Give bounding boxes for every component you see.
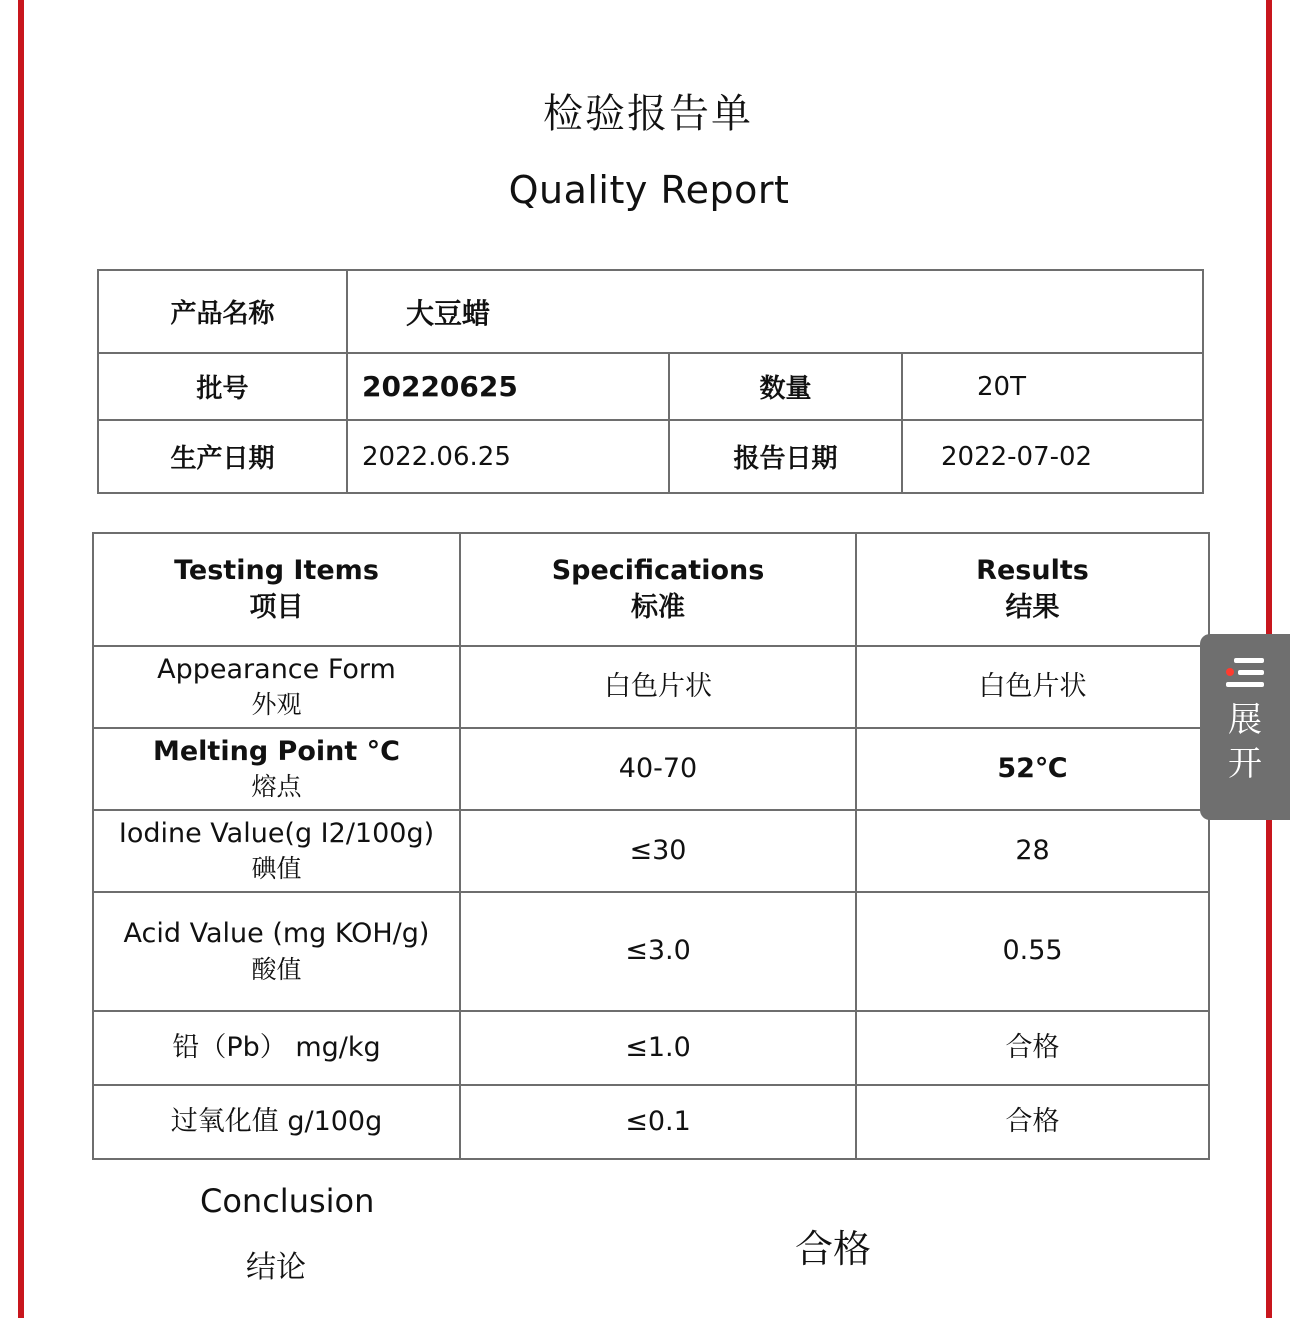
spec-cell: ≤3.0 bbox=[460, 892, 856, 1011]
header-specifications bbox=[460, 533, 856, 646]
header-results-cn: 结果 bbox=[1005, 591, 1060, 623]
item-cell bbox=[93, 646, 460, 728]
item-en: Appearance Form bbox=[157, 653, 396, 685]
item-en: Melting Point °C bbox=[153, 735, 400, 767]
result-cell: 0.55 bbox=[856, 892, 1209, 1011]
item-cell: 过氧化值 g/100g bbox=[93, 1085, 460, 1159]
conclusion-label-en: Conclusion bbox=[200, 1182, 375, 1220]
test-results-table bbox=[92, 532, 1210, 1160]
table-row bbox=[93, 646, 1209, 728]
info-row-product bbox=[98, 270, 1203, 353]
item-cell: 铅（Pb） mg/kg bbox=[93, 1011, 460, 1085]
result-cell: 合格 bbox=[856, 1011, 1209, 1085]
report-title-en: Quality Report bbox=[508, 168, 790, 212]
table-row bbox=[93, 1011, 1209, 1085]
expand-label-1: 展 bbox=[1228, 700, 1262, 740]
info-row-dates bbox=[98, 420, 1203, 493]
spec-cell: 白色片状 bbox=[460, 646, 856, 728]
table-row bbox=[93, 892, 1209, 1011]
product-info-table bbox=[97, 269, 1204, 494]
item-en: Iodine Value(g I2/100g) bbox=[118, 817, 435, 849]
info-row-batch bbox=[98, 353, 1203, 420]
item-cell bbox=[93, 892, 460, 1011]
spec-cell: ≤30 bbox=[460, 810, 856, 892]
product-name-label: 产品名称 bbox=[98, 270, 347, 353]
menu-icon bbox=[1226, 656, 1264, 690]
conclusion-label-cn: 结论 bbox=[246, 1250, 306, 1285]
item-cn: 外观 bbox=[251, 690, 302, 720]
table-row bbox=[93, 1085, 1209, 1159]
header-results-en: Results bbox=[976, 555, 1089, 587]
result-cell: 52℃ bbox=[856, 728, 1209, 810]
quantity-label: 数量 bbox=[669, 353, 902, 420]
result-cell: 28 bbox=[856, 810, 1209, 892]
expand-tab-label bbox=[1225, 698, 1265, 786]
spec-cell: 40-70 bbox=[460, 728, 856, 810]
spec-cell: ≤1.0 bbox=[460, 1011, 856, 1085]
report-title-cn: 检验报告单 bbox=[543, 91, 753, 137]
batch-value: 20220625 bbox=[347, 353, 669, 420]
expand-label-2: 开 bbox=[1228, 744, 1262, 784]
result-cell: 白色片状 bbox=[856, 646, 1209, 728]
expand-tab-button[interactable] bbox=[1200, 634, 1290, 820]
item-en: Acid Value (mg KOH/g) bbox=[123, 918, 430, 950]
batch-label: 批号 bbox=[98, 353, 347, 420]
table-row bbox=[93, 728, 1209, 810]
header-specifications-en: Specifications bbox=[551, 555, 765, 587]
header-testing-items bbox=[93, 533, 460, 646]
item-cell bbox=[93, 728, 460, 810]
production-date-label: 生产日期 bbox=[98, 420, 347, 493]
table-row bbox=[93, 810, 1209, 892]
header-testing-items-en: Testing Items bbox=[174, 555, 379, 587]
report-date-value: 2022-07-02 bbox=[902, 420, 1203, 493]
header-specifications-cn: 标准 bbox=[631, 591, 685, 623]
quantity-value: 20T bbox=[902, 353, 1203, 420]
production-date-value: 2022.06.25 bbox=[347, 420, 669, 493]
item-cn: 碘值 bbox=[251, 854, 302, 884]
spec-cell: ≤0.1 bbox=[460, 1085, 856, 1159]
item-cn: 熔点 bbox=[251, 772, 302, 802]
notification-dot bbox=[1226, 668, 1234, 676]
conclusion-value: 合格 bbox=[795, 1227, 872, 1271]
result-cell: 合格 bbox=[856, 1085, 1209, 1159]
product-name-value: 大豆蜡 bbox=[347, 270, 1203, 353]
header-results bbox=[856, 533, 1209, 646]
header-testing-items-cn: 项目 bbox=[249, 591, 304, 623]
item-cn: 酸值 bbox=[251, 954, 302, 984]
report-date-label: 报告日期 bbox=[669, 420, 902, 493]
table-header-row bbox=[93, 533, 1209, 646]
item-cell bbox=[93, 810, 460, 892]
